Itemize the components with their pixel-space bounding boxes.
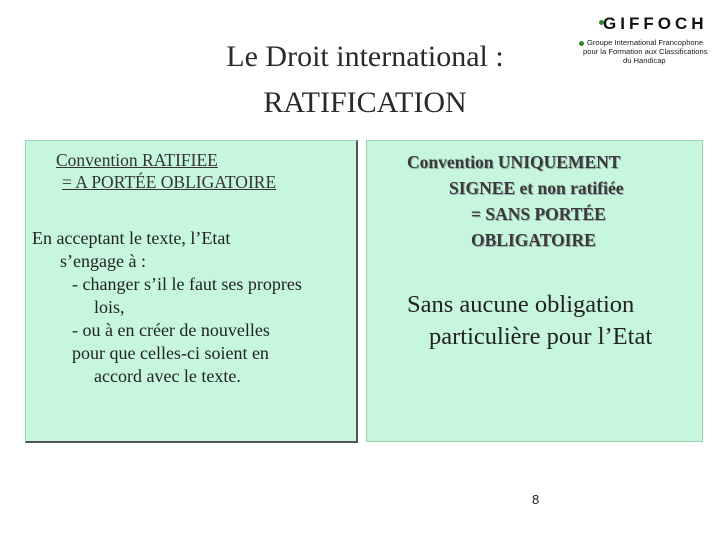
- ratified-body-line: - ou à en créer de nouvelles: [72, 320, 270, 340]
- ratified-body-line: - changer s’il le faut ses propres: [72, 274, 302, 294]
- ratified-heading: [56, 149, 356, 193]
- logo-dot-icon: [579, 41, 584, 46]
- slide-title-line2: RATIFICATION: [263, 86, 467, 119]
- ratified-body-line: lois,: [94, 297, 125, 317]
- logo-text-line1: Groupe International Francophone: [587, 38, 704, 47]
- signed-body: [407, 289, 697, 353]
- slide-title: [150, 34, 580, 126]
- ratified-body-line: En acceptant le texte, l’Etat: [32, 228, 231, 248]
- signed-heading-line: OBLIGATOIRE: [471, 230, 596, 250]
- ratified-body: [32, 227, 357, 388]
- ratified-body-line: s’engage à :: [60, 251, 146, 271]
- signed-heading-line: = SANS PORTÉE: [471, 204, 606, 224]
- signed-heading-line: SIGNEE et non ratifiée: [449, 178, 624, 198]
- signed-body-line2: particulière pour l’Etat: [429, 323, 653, 350]
- signed-body-line1: Sans aucune obligation: [407, 291, 635, 318]
- ratified-body-line: accord avec le texte.: [94, 366, 241, 386]
- signed-heading-line: Convention UNIQUEMENT: [407, 152, 621, 172]
- ratified-heading-line2: = A PORTÉE OBLIGATOIRE: [62, 172, 277, 192]
- signed-only-convention-panel: [366, 140, 703, 442]
- logo-text-line3: du Handicap: [623, 56, 666, 65]
- giffoch-logo: [575, 14, 710, 70]
- page-number: 8: [532, 492, 540, 507]
- signed-heading: [375, 149, 695, 253]
- ratified-convention-panel: [25, 140, 358, 443]
- ratified-body-line: pour que celles-ci soient en: [72, 343, 269, 363]
- logo-wordmark: GIFFOCH: [603, 14, 708, 33]
- ratified-heading-line1: Convention RATIFIEE: [56, 150, 218, 170]
- logo-text-line2: pour la Formation aux Classifications: [583, 47, 708, 56]
- slide-title-line1: Le Droit international :: [226, 40, 504, 73]
